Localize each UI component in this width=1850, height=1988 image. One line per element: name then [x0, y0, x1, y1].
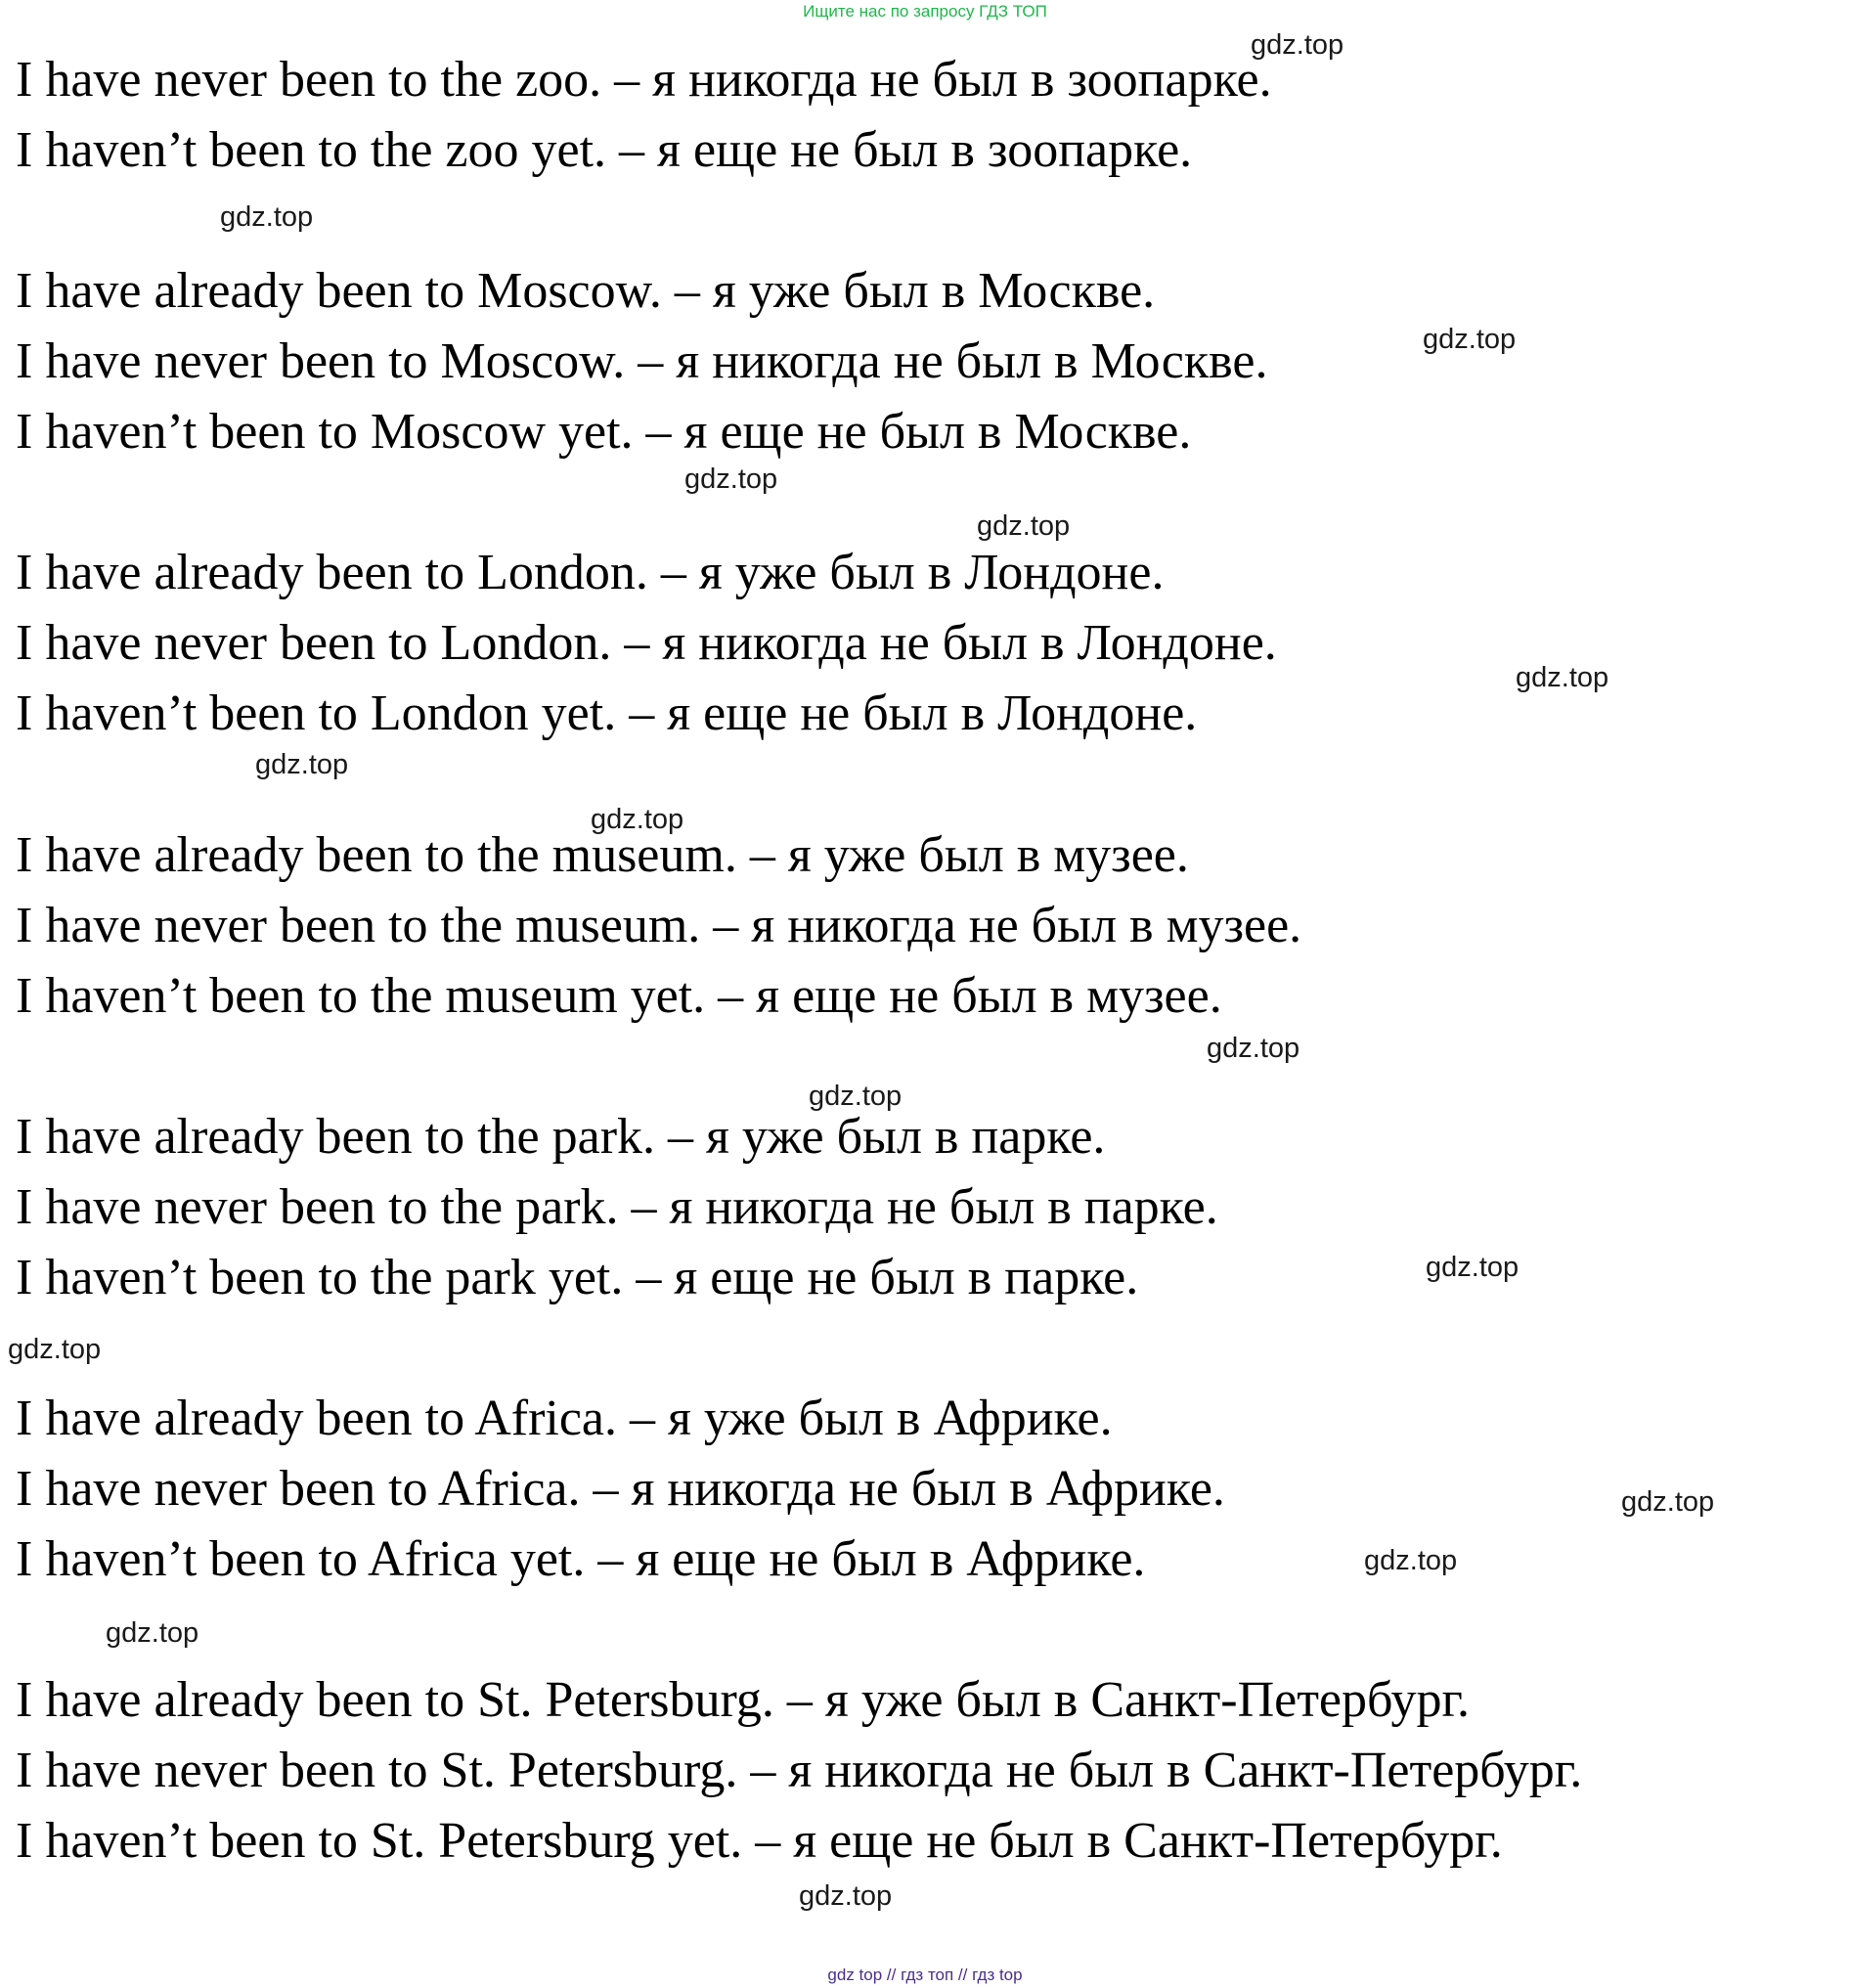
sentence-line: I have never been to the park. – я никогда не был в парке. [16, 1179, 1218, 1235]
top-banner: Ищите нас по запросу ГДЗ ТОП [803, 2, 1047, 21]
sentence-line: I have already been to the park. – я уже был в парке. [16, 1109, 1106, 1165]
sentence-line: I have already been to St. Petersburg. – я уже был в Санкт-Петербург. [16, 1672, 1470, 1728]
sentence-line: I have never been to the zoo. – я никогда не был в зоопарке. [16, 52, 1272, 108]
watermark: gdz.top [1423, 324, 1517, 355]
sentence-line: I have never been to Moscow. – я никогда не был в Москве. [16, 333, 1268, 389]
watermark: gdz.top [1251, 29, 1344, 61]
sentence-line: I haven’t been to the zoo yet. – я еще не был в зоопарке. [16, 122, 1193, 178]
sentence-line: I have never been to St. Petersburg. – я никогда не был в Санкт-Петербург. [16, 1743, 1583, 1798]
sentence-line: I have already been to Africa. – я уже был в Африке. [16, 1391, 1113, 1446]
watermark: gdz.top [1207, 1033, 1300, 1064]
sentence-line: I haven’t been to Africa yet. – я еще не был в Африке. [16, 1531, 1146, 1587]
sentence-line: I have never been to London. – я никогда не был в Лондоне. [16, 615, 1277, 671]
watermark: gdz.top [106, 1617, 199, 1649]
watermark: gdz.top [1621, 1486, 1715, 1518]
sentence-line: I haven’t been to Moscow yet. – я еще не был в Москве. [16, 404, 1192, 460]
sentence-line: I haven’t been to St. Petersburg yet. – я еще не был в Санкт-Петербург. [16, 1813, 1503, 1869]
watermark: gdz.top [220, 201, 314, 233]
sentence-line: I have never been to the museum. – я никогда не был в музее. [16, 898, 1302, 953]
watermark: gdz.top [809, 1081, 903, 1112]
sentence-line: I have already been to Moscow. – я уже был в Москве. [16, 263, 1156, 319]
sentence-line: I have already been to London. – я уже был в Лондоне. [16, 545, 1165, 600]
watermark: gdz.top [591, 804, 684, 835]
sentence-line: I haven’t been to the park yet. – я еще не был в парке. [16, 1250, 1139, 1305]
watermark: gdz.top [684, 464, 778, 495]
watermark: gdz.top [1426, 1252, 1520, 1283]
watermark: gdz.top [8, 1334, 102, 1365]
sentence-line: I haven’t been to the museum yet. – я еще не был в музее. [16, 968, 1222, 1024]
sentence-line: I have already been to the museum. – я уже был в музее. [16, 827, 1189, 883]
watermark: gdz.top [799, 1880, 893, 1912]
watermark: gdz.top [255, 749, 349, 780]
watermark: gdz.top [1516, 662, 1609, 693]
watermark: gdz.top [977, 510, 1071, 542]
sentence-line: I have never been to Africa. – я никогда не был в Африке. [16, 1461, 1225, 1517]
footer: gdz top // гдз топ // гдз top [827, 1966, 1023, 1984]
sentence-line: I haven’t been to London yet. – я еще не был в Лондоне. [16, 685, 1198, 741]
watermark: gdz.top [1364, 1545, 1458, 1576]
